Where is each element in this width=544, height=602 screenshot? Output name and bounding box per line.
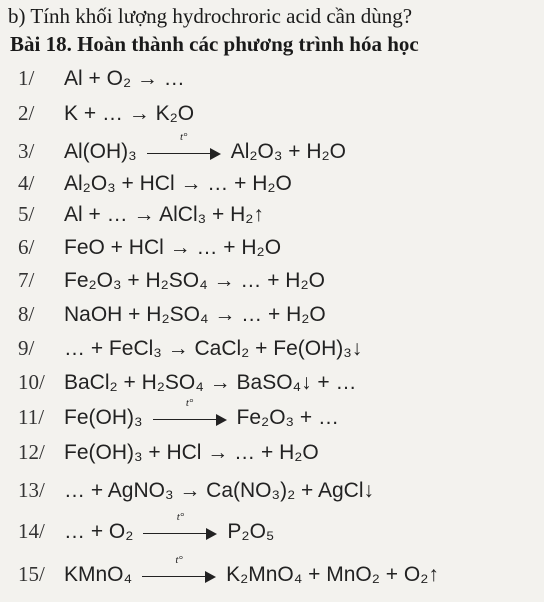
equation-number: 10/ (18, 370, 45, 394)
equation-10 (18, 370, 544, 395)
equation-1 (18, 66, 544, 91)
heat-arrow-icon (153, 397, 227, 428)
heat-label: t° (176, 511, 185, 524)
equation-text: K + … → K₂O (64, 102, 195, 125)
equation-12 (18, 440, 544, 465)
equation-text: Al₂O₃ + HCl → … + H₂O (64, 172, 292, 195)
heat-arrow-icon (147, 131, 221, 162)
equation-15 (18, 554, 544, 587)
heat-label: t° (175, 554, 183, 567)
equation-number: 11/ (18, 405, 45, 429)
equation-number: 13/ (18, 478, 45, 502)
equation-13 (18, 478, 544, 503)
equation-text: … + FeCl₃ → CaCl₂ + Fe(OH)₃↓ (64, 337, 363, 360)
heat-arrow-icon (142, 554, 216, 585)
equation-number: 4/ (18, 171, 35, 195)
equation-text: Fe₂O₃ + H₂SO₄ → … + H₂O (64, 269, 325, 292)
equation-rhs: Al₂O₃ + H₂O (230, 140, 347, 163)
equation-text: … + AgNO₃ → Ca(NO₃)₂ + AgCl↓ (64, 479, 375, 502)
equation-5 (18, 202, 544, 227)
heat-label: t° (179, 131, 188, 144)
equation-number: 3/ (18, 139, 35, 163)
equation-text: BaCl₂ + H₂SO₄ → BaSO₄↓ + … (64, 371, 357, 394)
equation-lhs: … + O₂ (64, 520, 134, 543)
equation-number: 2/ (18, 101, 35, 125)
heat-arrow-icon (143, 511, 217, 542)
equation-6 (18, 235, 544, 260)
equation-8 (18, 302, 544, 327)
exercise-title: Bài 18. Hoàn thành các phương trình hóa học (10, 32, 419, 56)
equation-number: 15/ (18, 562, 45, 586)
equation-number: 7/ (18, 268, 35, 292)
equation-text: FeO + HCl → … + H₂O (64, 236, 282, 259)
equation-rhs: K₂MnO₄ + MnO₂ + O₂↑ (226, 563, 439, 586)
equation-text: Al + O₂ → … (64, 67, 185, 90)
equation-number: 14/ (18, 519, 45, 543)
equation-9 (18, 336, 544, 361)
equation-text: NaOH + H₂SO₄ → … + H₂O (64, 303, 326, 326)
equation-number: 6/ (18, 235, 35, 259)
equation-number: 12/ (18, 440, 45, 464)
equation-text: Al + … → AlCl₃ + H₂↑ (64, 203, 264, 226)
equation-number: 8/ (18, 302, 35, 326)
question-b: b) Tính khối lượng hydrochroric acid cần dùng? (8, 4, 413, 28)
equation-14 (18, 511, 544, 544)
equation-4 (18, 171, 544, 196)
equation-7 (18, 268, 544, 293)
heat-label: t° (185, 397, 194, 410)
equation-number: 5/ (18, 202, 35, 226)
equation-2 (18, 101, 544, 126)
equation-rhs: P₂O₅ (227, 520, 275, 543)
equation-text: Fe(OH)₃ + HCl → … + H₂O (64, 441, 319, 464)
equation-3 (18, 131, 544, 164)
equation-number: 9/ (18, 336, 35, 360)
equation-11 (18, 397, 544, 430)
equation-lhs: Al(OH)₃ (64, 140, 137, 163)
equation-lhs: Fe(OH)₃ (64, 406, 143, 429)
equation-rhs: Fe₂O₃ + … (236, 406, 340, 429)
equation-lhs: KMnO₄ (64, 563, 133, 586)
equation-number: 1/ (18, 66, 35, 90)
